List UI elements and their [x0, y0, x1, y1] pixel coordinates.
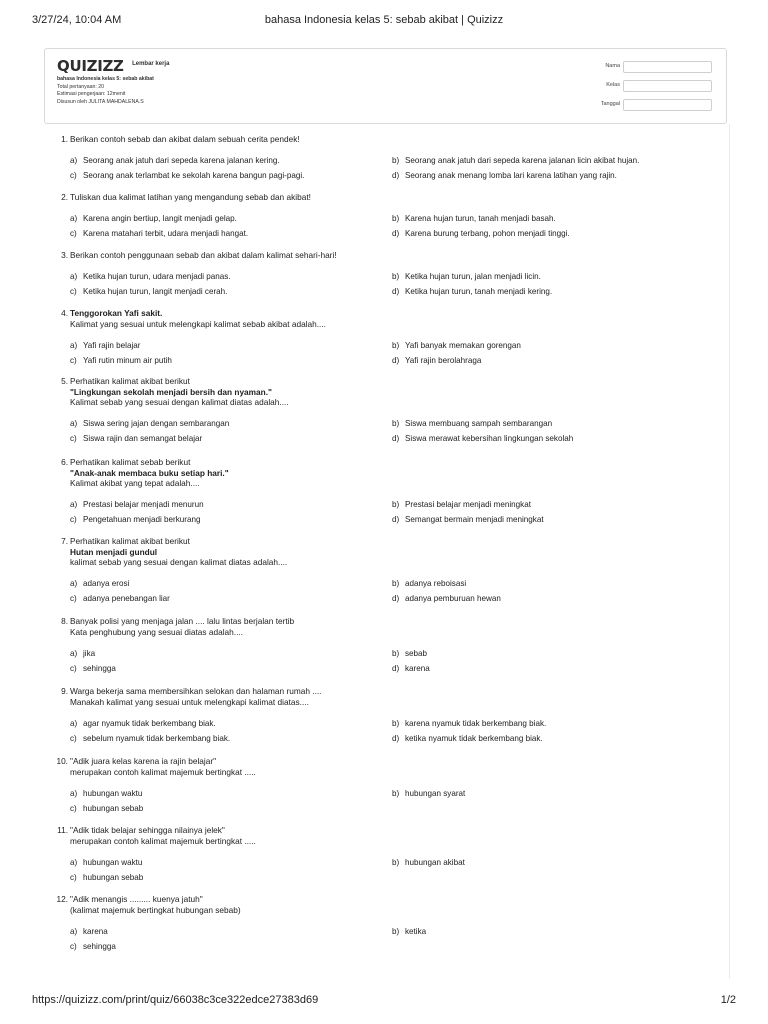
question-text: [70, 457, 229, 489]
question-text: [70, 825, 256, 846]
option-text: adanya penebangan liar: [83, 594, 170, 603]
question-number: 9.: [61, 686, 68, 696]
option-text: Yafi rajin berolahraga: [405, 355, 482, 365]
option-letter: a): [70, 788, 78, 798]
author: Disusun oleh JULITA MAHDALENA.S: [57, 98, 144, 105]
question-line: Tuliskan dua kalimat latihan yang mengandung sebab dan akibat!: [70, 192, 311, 202]
option-text: Ketika hujan turun, udara menjadi panas.: [83, 272, 231, 281]
answer-option[interactable]: [392, 356, 481, 365]
option-text: Siswa merawat kebersihan lingkungan sekolah: [405, 434, 574, 443]
option-letter: b): [392, 419, 400, 428]
question-number: 4.: [61, 308, 68, 318]
question-text: [70, 376, 289, 408]
option-letter: b): [392, 156, 400, 165]
option-letter: c): [70, 355, 77, 365]
answer-option[interactable]: [392, 419, 552, 428]
option-text: Yafi banyak memakan gorengan: [405, 340, 521, 350]
answer-option[interactable]: [392, 734, 543, 743]
option-letter: d): [392, 355, 400, 365]
question-text: [70, 134, 300, 145]
answer-option[interactable]: [392, 434, 573, 443]
question-line: Perhatikan kalimat sebab berikut: [70, 457, 191, 467]
answer-option[interactable]: [392, 272, 541, 281]
option-text: karena nyamuk tidak berkembang biak.: [405, 718, 547, 728]
page-edge-rule: [729, 124, 730, 979]
answer-option[interactable]: [70, 341, 140, 350]
option-text: Siswa membuang sampah sembarangan: [405, 419, 553, 428]
option-letter: a): [70, 156, 78, 165]
option-letter: d): [392, 171, 400, 180]
option-text: sebab: [405, 648, 428, 658]
answer-option[interactable]: [70, 664, 116, 673]
question-line: Perhatikan kalimat akibat berikut: [70, 536, 190, 546]
option-letter: c): [70, 287, 77, 296]
option-text: Siswa rajin dan semangat belajar: [83, 434, 203, 443]
option-letter: a): [70, 648, 78, 658]
answer-option[interactable]: [392, 579, 466, 588]
option-text: ketika nyamuk tidak berkembang biak.: [405, 733, 543, 743]
answer-option[interactable]: [70, 942, 116, 951]
field-kelas: [582, 80, 712, 99]
option-text: Karena hujan turun, tanah menjadi basah.: [405, 214, 556, 223]
answer-option[interactable]: [70, 649, 95, 658]
option-letter: b): [392, 340, 400, 350]
question-number: 8.: [61, 616, 68, 626]
answer-option[interactable]: [392, 927, 426, 936]
question-line: Hutan menjadi gundul: [70, 546, 158, 557]
question-line: Kalimat sebab yang sesuai dengan kalimat diatas adalah....: [70, 397, 289, 407]
question-line: Berikan contoh penggunaan sebab dan akibat dalam kalimat sehari-hari!: [70, 250, 337, 260]
question-line: "Adik tidak belajar sehingga nilainya jelek": [70, 825, 225, 835]
question-number: 10.: [56, 756, 68, 766]
question-text: [70, 250, 337, 261]
question-line: merupakan contoh kalimat majemuk bertingkat .....: [70, 766, 256, 777]
option-letter: c): [70, 803, 77, 813]
question-line: Banyak polisi yang menjaga jalan .... lalu lintas berjalan tertib: [70, 616, 295, 626]
option-text: Siswa sering jajan dengan sembarangan: [83, 419, 230, 428]
question-text: [70, 536, 287, 568]
option-letter: a): [70, 926, 78, 936]
answer-option[interactable]: [70, 229, 248, 238]
answer-option[interactable]: [70, 804, 143, 813]
question-number: 2.: [61, 192, 68, 202]
question-text: [70, 616, 294, 637]
option-text: adanya reboisasi: [405, 579, 467, 588]
answer-option[interactable]: [392, 341, 521, 350]
option-text: ketika: [405, 926, 427, 936]
question-line: "Anak-anak membaca buku setiap hari.": [70, 467, 229, 478]
question-line: Kalimat akibat yang tepat adalah....: [70, 478, 200, 488]
answer-option[interactable]: [70, 719, 216, 728]
option-text: Prestasi belajar menjadi meningkat: [405, 500, 531, 509]
print-header: [32, 14, 736, 30]
option-text: adanya erosi: [83, 579, 130, 588]
question-text: [70, 756, 256, 777]
option-letter: c): [70, 434, 77, 443]
option-text: Semangat bermain menjadi meningkat: [405, 515, 544, 524]
answer-option[interactable]: [392, 287, 552, 296]
option-letter: d): [392, 434, 400, 443]
option-text: sebelum nyamuk tidak berkembang biak.: [83, 733, 231, 743]
print-datetime: 3/27/24, 10:04 AM: [32, 14, 122, 26]
question-number: 5.: [61, 376, 68, 386]
option-text: karena: [83, 926, 108, 936]
question-line: Perhatikan kalimat akibat berikut: [70, 376, 190, 386]
option-letter: b): [392, 214, 400, 223]
question-text: [70, 686, 322, 707]
option-text: Seorang anak terlambat ke sekolah karena bangun pagi-pagi.: [83, 171, 305, 180]
option-letter: b): [392, 579, 400, 588]
question-line: Kata penghubung yang sesuai diatas adalah....: [70, 626, 243, 637]
answer-option[interactable]: [392, 594, 501, 603]
question-line: (kalimat majemuk bertingkat hubungan sebab): [70, 904, 241, 915]
option-letter: d): [392, 287, 400, 296]
option-text: hubungan sebab: [83, 803, 144, 813]
question-number: 11.: [57, 825, 68, 835]
option-letter: c): [70, 663, 77, 673]
time-estimate: Estimasi pengerjaan: 12menit: [57, 91, 126, 98]
answer-option[interactable]: [70, 858, 142, 867]
option-text: Ketika hujan turun, tanah menjadi kering.: [405, 287, 553, 296]
option-letter: d): [392, 733, 400, 743]
option-letter: b): [392, 648, 400, 658]
field-label-kelas: Kelas: [606, 82, 620, 88]
worksheet-header-card: [44, 48, 727, 124]
answer-option[interactable]: [70, 214, 237, 223]
option-letter: a): [70, 857, 78, 867]
question-line: Kalimat yang sesuai untuk melengkapi kalimat sebab akibat adalah....: [70, 318, 326, 329]
option-letter: a): [70, 272, 78, 281]
quizizz-logo: QUIZIZZ: [57, 57, 124, 75]
field-tanggal: [582, 99, 712, 118]
total-questions: Total pertanyaan: 20: [57, 83, 105, 90]
option-letter: c): [70, 229, 77, 238]
option-letter: b): [392, 788, 400, 798]
option-text: hubungan syarat: [405, 788, 466, 798]
option-letter: c): [70, 941, 77, 951]
student-fields: [582, 61, 712, 118]
question-number: 12.: [56, 894, 68, 904]
option-letter: a): [70, 500, 78, 509]
answer-option[interactable]: [392, 229, 570, 238]
option-text: Seorang anak menang lomba lari karena latihan yang rajin.: [405, 171, 617, 180]
question-line: "Adik menangis ......... kuenya jatuh": [70, 894, 203, 904]
option-letter: c): [70, 515, 77, 524]
option-letter: b): [392, 718, 400, 728]
option-text: hubungan sebab: [83, 872, 144, 882]
option-text: Prestasi belajar menjadi menurun: [83, 500, 204, 509]
field-nama: [582, 61, 712, 80]
answer-option[interactable]: [70, 156, 280, 165]
answer-option[interactable]: [392, 500, 531, 509]
question-number: 6.: [61, 457, 68, 467]
answer-option[interactable]: [70, 515, 200, 524]
option-text: Ketika hujan turun, langit menjadi cerah.: [83, 287, 228, 296]
question-line: merupakan contoh kalimat majemuk bertingkat .....: [70, 835, 256, 846]
nama-input[interactable]: [623, 61, 712, 73]
option-letter: d): [392, 594, 400, 603]
answer-option[interactable]: [392, 156, 639, 165]
option-text: hubungan waktu: [83, 788, 143, 798]
answer-option[interactable]: [70, 789, 142, 798]
field-label-nama: Nama: [605, 63, 620, 69]
print-footer: [32, 994, 736, 1010]
answer-option[interactable]: [70, 594, 170, 603]
answer-option[interactable]: [392, 214, 556, 223]
option-letter: c): [70, 171, 77, 180]
option-text: agar nyamuk tidak berkembang biak.: [83, 718, 216, 728]
option-text: Karena angin bertiup, langit menjadi gelap.: [83, 214, 237, 223]
question-text: [70, 308, 326, 329]
answer-option[interactable]: [392, 664, 430, 673]
print-url: https://quizizz.com/print/quiz/66038c3ce322edce27383d69: [32, 994, 319, 1006]
option-letter: d): [392, 663, 400, 673]
answer-option[interactable]: [70, 500, 204, 509]
answer-option[interactable]: [70, 171, 304, 180]
option-letter: a): [70, 718, 78, 728]
option-text: hubungan akibat: [405, 857, 465, 867]
option-text: Pengetahuan menjadi berkurang: [83, 515, 201, 524]
option-text: sehingga: [83, 941, 116, 951]
question-line: Warga bekerja sama membersihkan selokan dan halaman rumah ....: [70, 686, 322, 696]
answer-option[interactable]: [392, 515, 544, 524]
question-number: 7.: [61, 536, 68, 546]
answer-option[interactable]: [392, 789, 465, 798]
print-page-title: bahasa Indonesia kelas 5: sebab akibat | Quizizz: [264, 14, 504, 26]
question-line: Manakah kalimat yang sesuai untuk melengkapi kalimat diatas....: [70, 696, 309, 707]
sheet-type-label: Lembar kerja: [132, 61, 170, 67]
answer-option[interactable]: [392, 719, 546, 728]
option-letter: b): [392, 857, 400, 867]
option-text: sehingga: [83, 663, 116, 673]
kelas-input[interactable]: [623, 80, 712, 92]
option-text: Yafi rutin minum air putih: [83, 355, 172, 365]
option-letter: b): [392, 500, 400, 509]
option-letter: a): [70, 579, 78, 588]
question-number: 3.: [61, 250, 68, 260]
question-number: 1.: [61, 134, 68, 144]
option-text: Karena burung terbang, pohon menjadi tinggi.: [405, 229, 570, 238]
answer-option[interactable]: [392, 858, 465, 867]
answer-option[interactable]: [70, 287, 227, 296]
question-text: [70, 192, 311, 203]
answer-option[interactable]: [70, 419, 229, 428]
answer-option[interactable]: [70, 579, 129, 588]
quiz-name: bahasa Indonesia kelas 5: sebab akibat: [57, 76, 154, 82]
answer-option[interactable]: [70, 434, 202, 443]
option-letter: a): [70, 419, 78, 428]
answer-option[interactable]: [392, 649, 427, 658]
page-number: 1/2: [720, 994, 736, 1006]
question-text: [70, 894, 241, 915]
option-letter: d): [392, 515, 400, 524]
option-text: Yafi rajin belajar: [83, 340, 141, 350]
logo-row: [57, 57, 169, 75]
answer-option[interactable]: [70, 734, 230, 743]
answer-option[interactable]: [70, 927, 108, 936]
option-letter: b): [392, 926, 400, 936]
option-text: adanya pemburuan hewan: [405, 594, 501, 603]
answer-option[interactable]: [392, 171, 617, 180]
option-letter: c): [70, 872, 77, 882]
option-text: Seorang anak jatuh dari sepeda karena jalanan licin akibat hujan.: [405, 156, 640, 165]
option-letter: c): [70, 733, 77, 743]
option-letter: c): [70, 594, 77, 603]
option-text: Seorang anak jatuh dari sepeda karena jalanan kering.: [83, 156, 280, 165]
question-line: Berikan contoh sebab dan akibat dalam sebuah cerita pendek!: [70, 134, 300, 144]
option-text: karena: [405, 663, 430, 673]
option-text: hubungan waktu: [83, 857, 143, 867]
option-text: Karena matahari terbit, udara menjadi hangat.: [83, 229, 249, 238]
question-line: Tenggorokan Yafi sakit.: [70, 308, 163, 318]
worksheet-meta: [57, 76, 154, 106]
tanggal-input[interactable]: [623, 99, 712, 111]
answer-option[interactable]: [70, 272, 231, 281]
answer-option[interactable]: [70, 873, 143, 882]
option-letter: b): [392, 272, 400, 281]
option-letter: d): [392, 229, 400, 238]
option-letter: a): [70, 340, 78, 350]
option-text: jika: [83, 648, 96, 658]
question-line: kalimat sebab yang sesuai dengan kalimat diatas adalah....: [70, 557, 288, 567]
question-line: "Adik juara kelas karena ia rajin belajar": [70, 756, 217, 766]
field-label-tanggal: Tanggal: [600, 101, 620, 107]
option-text: Ketika hujan turun, jalan menjadi licin.: [405, 272, 541, 281]
option-letter: a): [70, 214, 78, 223]
answer-option[interactable]: [70, 356, 172, 365]
question-line: "Lingkungan sekolah menjadi bersih dan nyaman.": [70, 386, 272, 397]
